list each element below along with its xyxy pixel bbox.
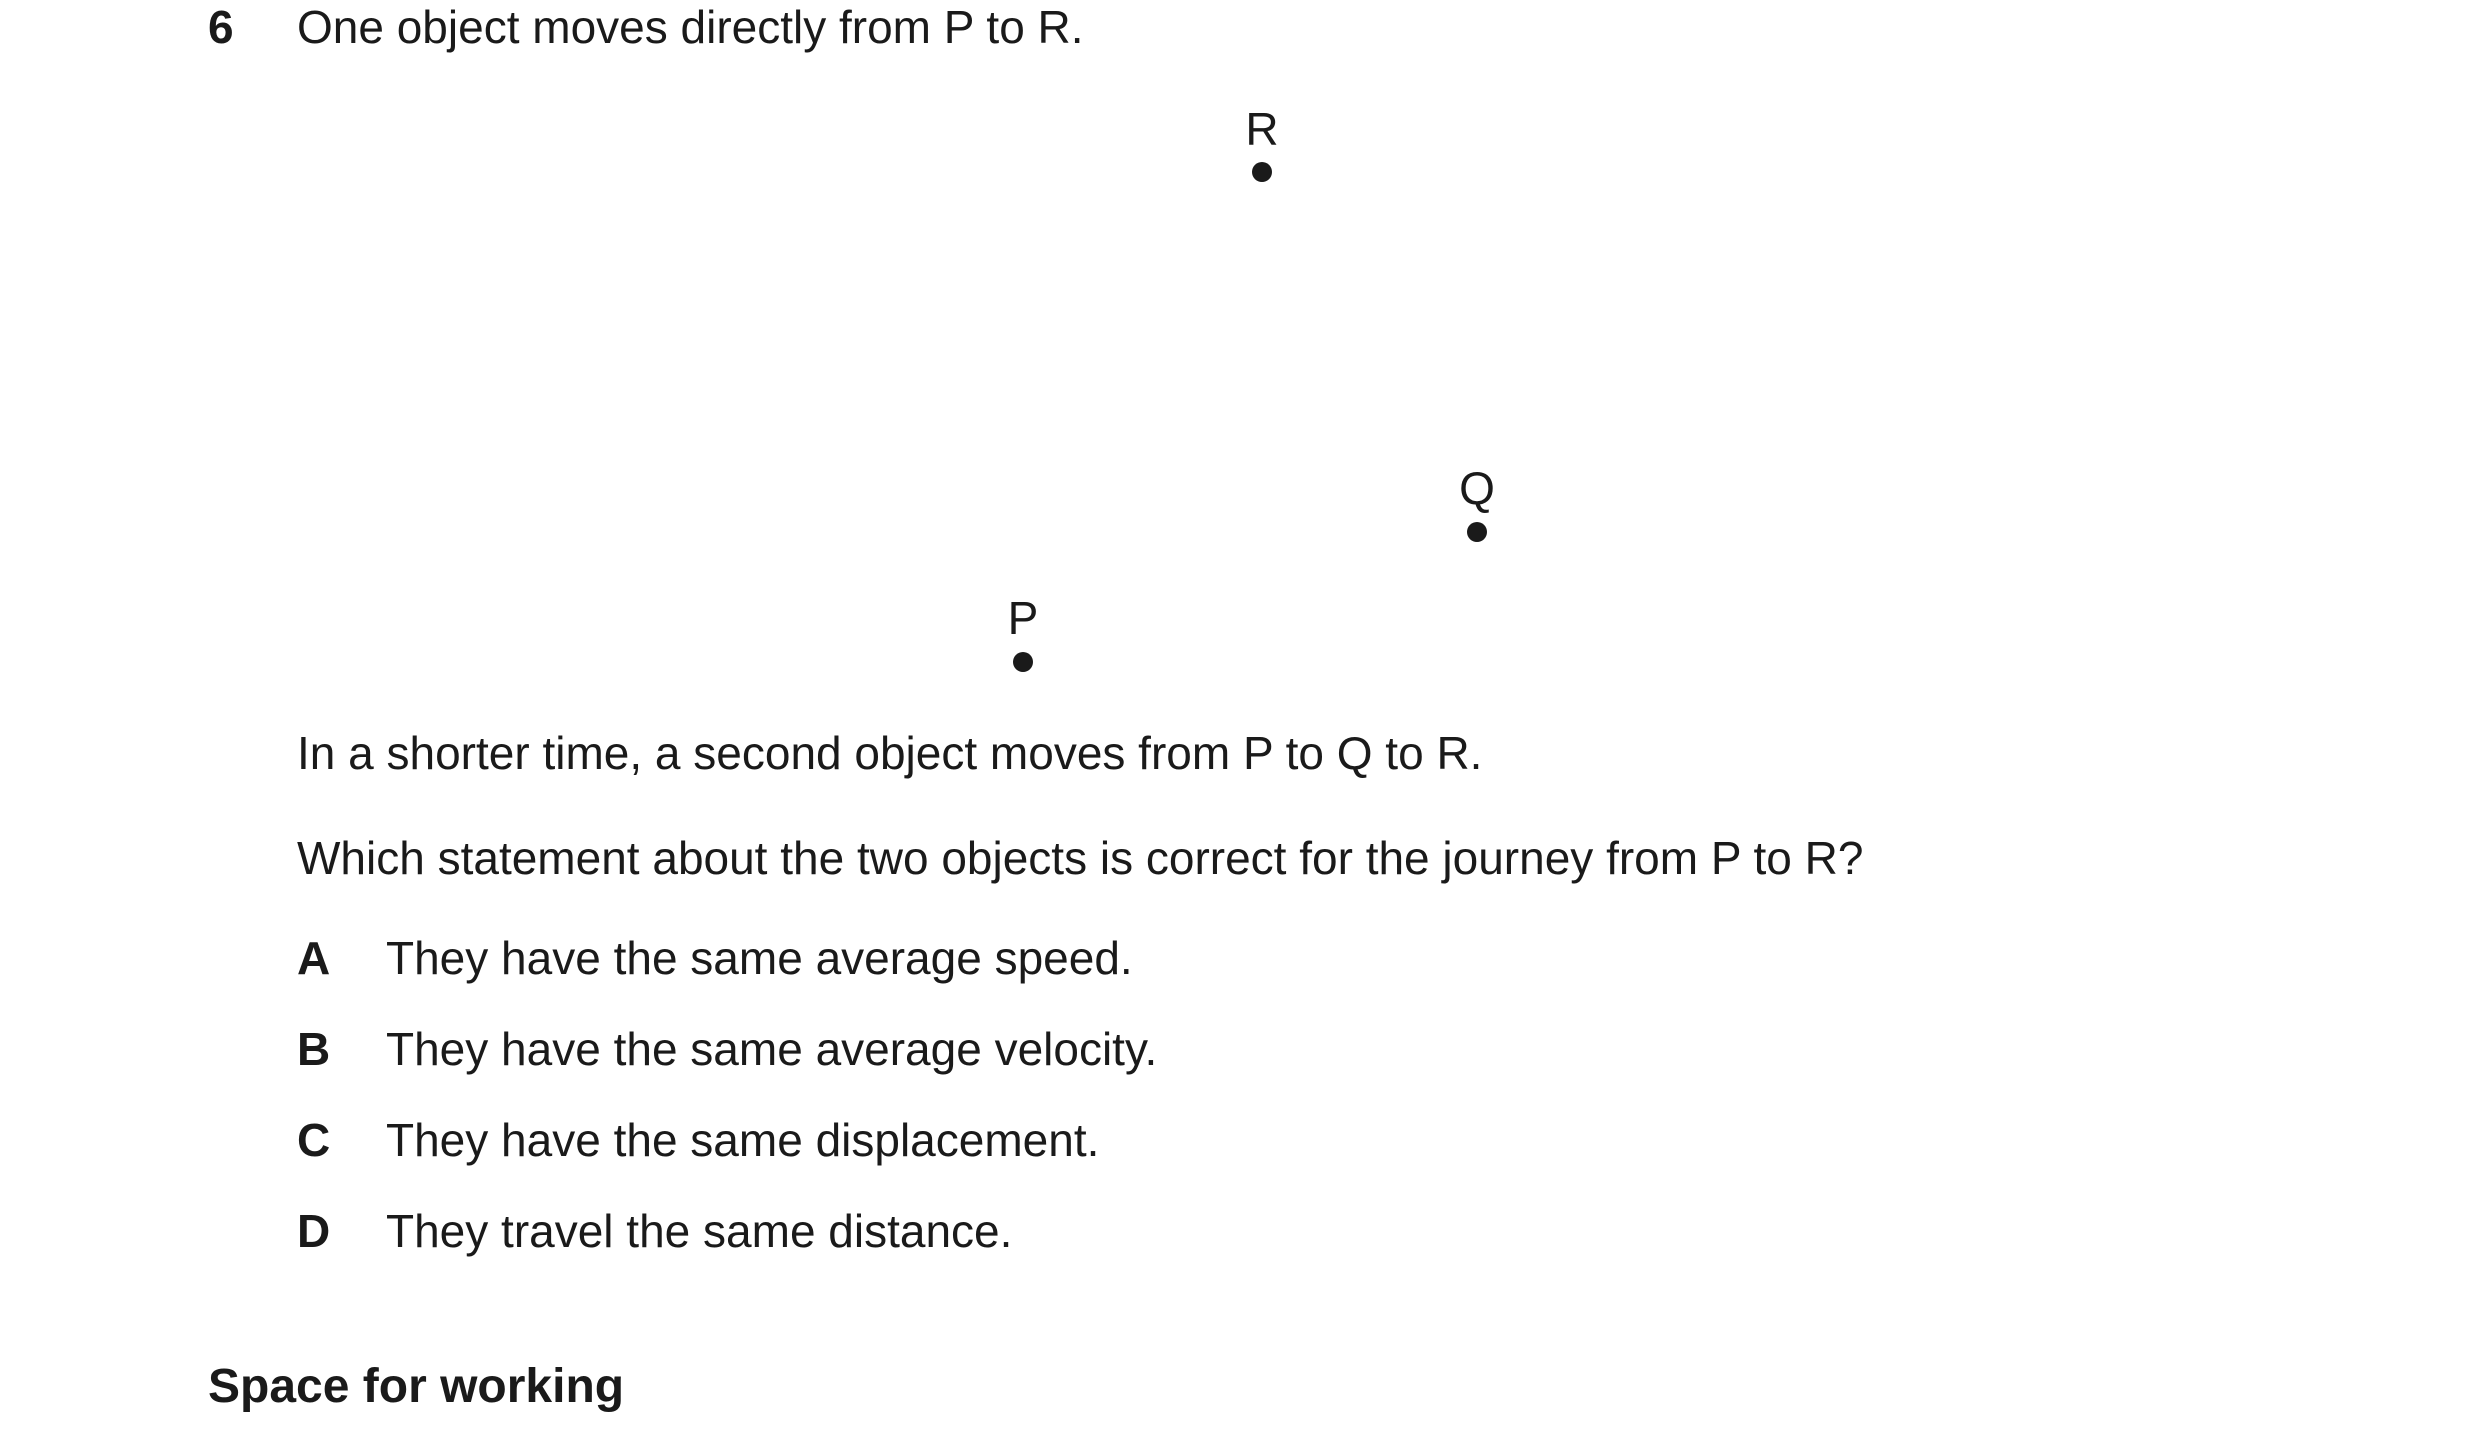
option-text: They have the same average velocity. bbox=[386, 1023, 1158, 1075]
option-text: They travel the same distance. bbox=[386, 1205, 1013, 1257]
second-object-text: In a shorter time, a second object moves from P to Q to R. bbox=[297, 727, 1483, 779]
point-q-label: Q bbox=[1459, 462, 1495, 514]
question-prompt: Which statement about the two objects is correct for the journey from P to R? bbox=[297, 832, 1864, 884]
option-letter: A bbox=[297, 932, 331, 984]
option-text: They have the same displacement. bbox=[386, 1114, 1100, 1166]
option-text: They have the same average speed. bbox=[386, 932, 1133, 984]
space-for-working-heading: Space for working bbox=[208, 1360, 625, 1413]
point-p-label: P bbox=[1007, 592, 1039, 644]
question-number: 6 bbox=[208, 1, 234, 53]
option-letter: C bbox=[297, 1114, 331, 1166]
question-intro: One object moves directly from P to R. bbox=[297, 1, 1084, 53]
point-p-dot bbox=[1013, 652, 1033, 672]
option-letter: D bbox=[297, 1205, 331, 1257]
option-letter: B bbox=[297, 1023, 331, 1075]
point-r-label: R bbox=[1245, 103, 1279, 155]
point-q-dot bbox=[1467, 522, 1487, 542]
point-r-dot bbox=[1252, 162, 1272, 182]
